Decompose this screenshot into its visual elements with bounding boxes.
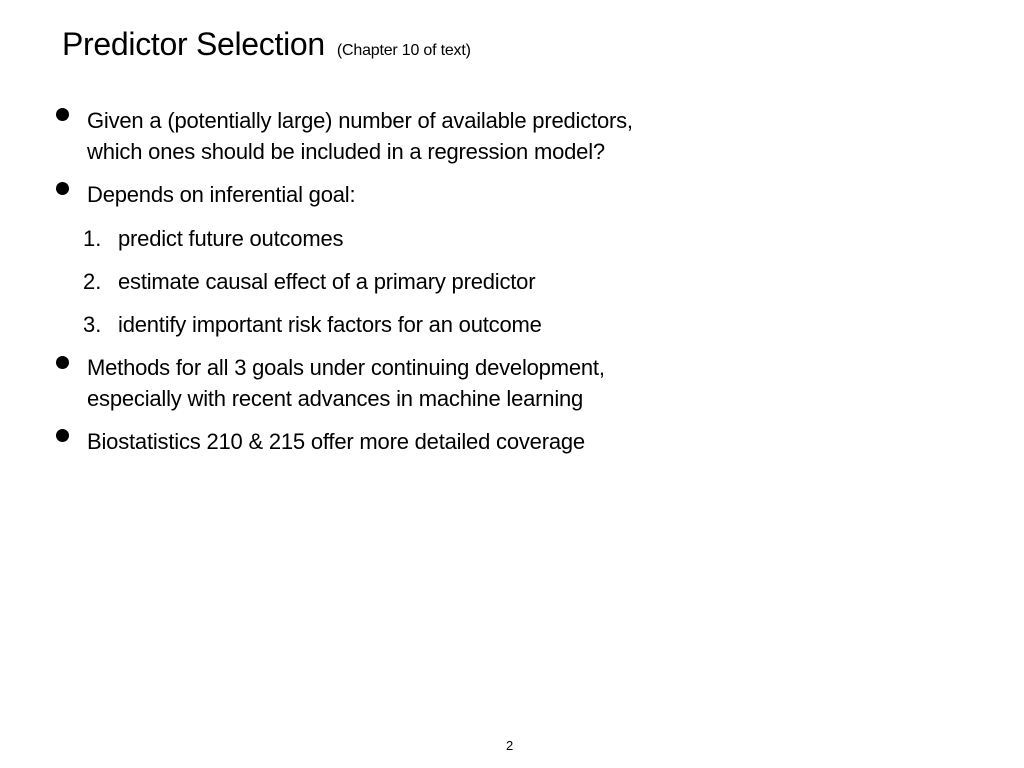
numbered-item-2-text: estimate causal effect of a primary predictor [118, 269, 536, 294]
bullet-marker [56, 356, 69, 369]
numbered-item-3-number: 3. [83, 312, 102, 337]
bullet-4-line-1: Biostatistics 210 & 215 offer more detailed coverage [87, 429, 585, 454]
numbered-item-1-text: predict future outcomes [118, 226, 344, 251]
bullet-1-line-2: which ones should be included in a regression model? [87, 139, 605, 164]
numbered-item-2-number: 2. [83, 269, 102, 294]
bullet-3-line-2: especially with recent advances in machine learning [87, 386, 584, 411]
bullet-1-line-1: Given a (potentially large) number of available predictors, [87, 108, 633, 133]
bullet-marker [56, 429, 69, 442]
page-number: 2 [506, 738, 514, 753]
slide-subtitle: (Chapter 10 of text) [336, 42, 471, 59]
slide-title-row [62, 26, 471, 63]
bullet-marker [56, 182, 69, 195]
bullet-3-line-1: Methods for all 3 goals under continuing development, [87, 355, 605, 380]
numbered-item-3-text: identify important risk factors for an outcome [118, 312, 542, 337]
bullet-2-line-1: Depends on inferential goal: [87, 182, 356, 207]
slide-title: Predictor Selection [62, 26, 325, 62]
bullet-marker [56, 108, 69, 121]
numbered-item-1-number: 1. [83, 226, 102, 251]
